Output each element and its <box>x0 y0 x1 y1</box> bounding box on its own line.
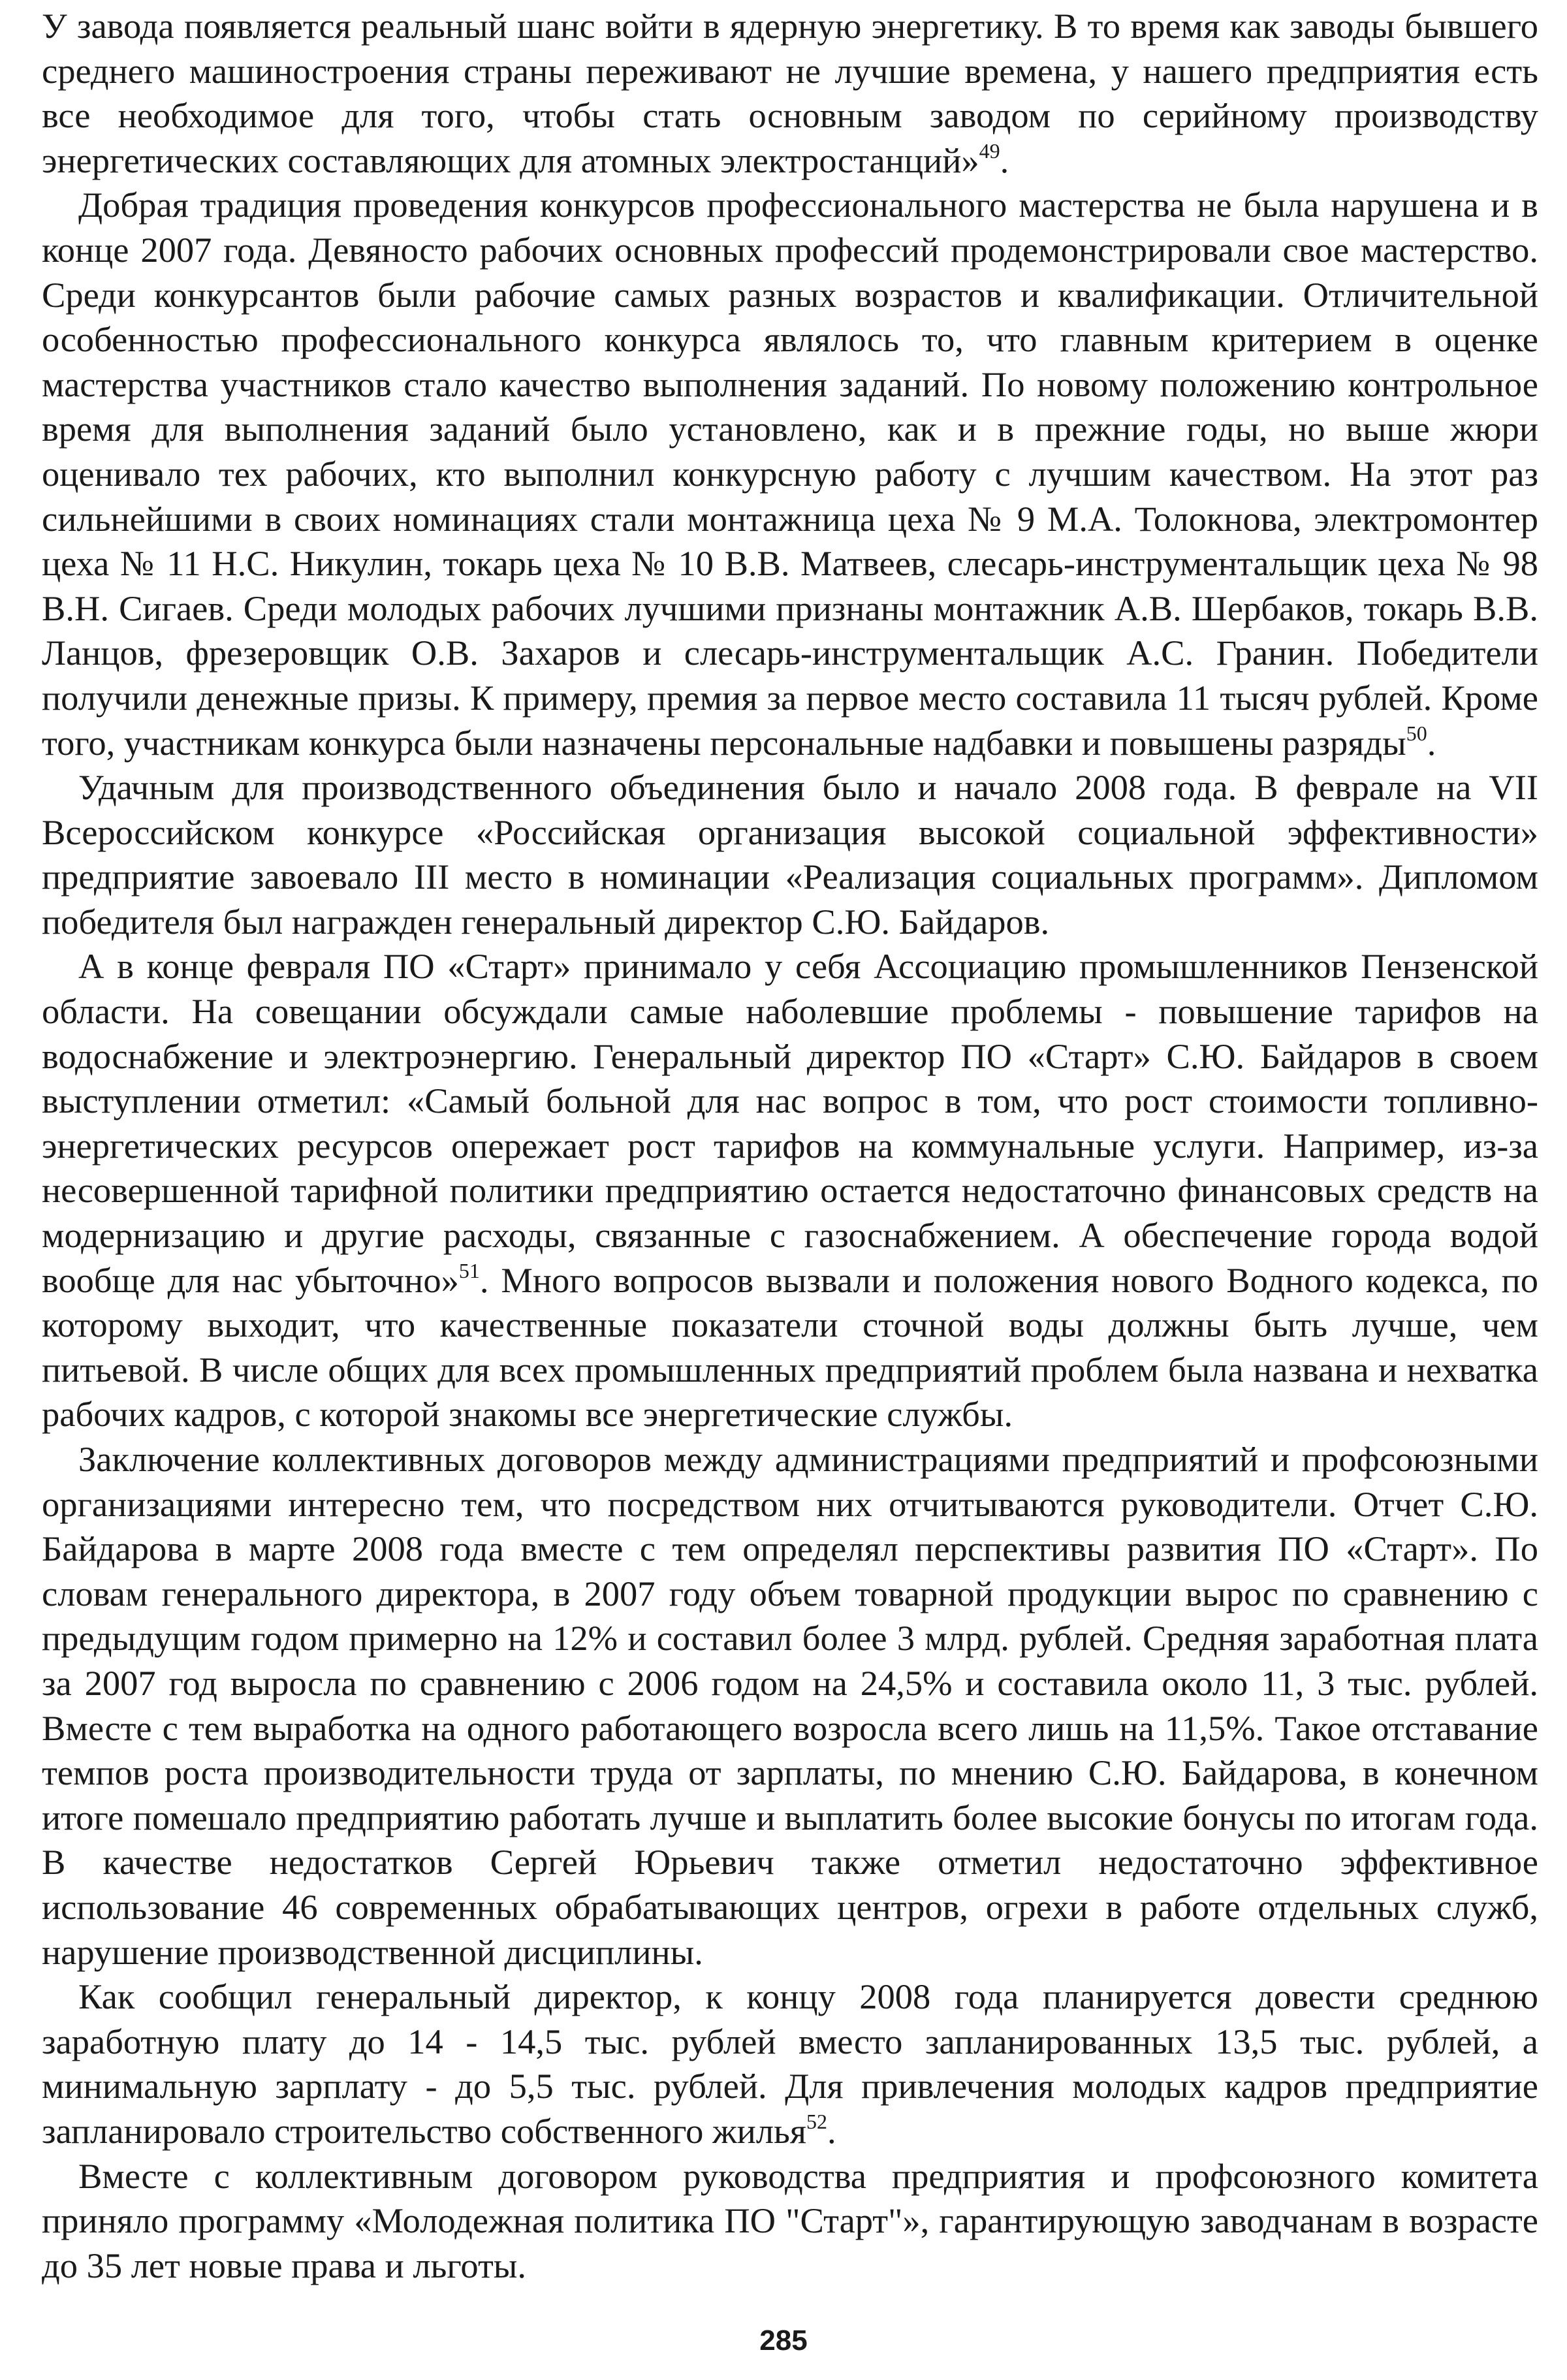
paragraph-text: Заключение коллективных договоров между администрациями предприятий и профсоюзными организациями интересно тем, что посредством них отчитываются руководители. Отчет С.Ю. Байдарова в марте 2008 года вместе с тем определял перспективы развития ПО «Старт». По словам генерального директора, в 2007 году объем товарной продукции вырос по сравнению с предыдущим годом примерно на 12% и составил более 3 млрд. рублей. Средняя заработная плата за 2007 год выросла по сравнению с 2006 годом на 24,5% и составила около 11, 3 тыс. рублей. Вместе с тем выработка на одного работающего возросла всего лишь на 11,5%. Такое отставание темпов роста производительности труда от зарплаты, по мнению С.Ю. Байдарова, в конечном итоге помешало предприятию работать лучше и выплатить более высокие бонусы по итогам года. В качестве недостатков Сергей Юрьевич также отметил недостаточно эффективное использование 46 современных обрабатывающих центров, огрехи в работе отдельных служб, нарушение производственной дисциплины. <box>42 1439 1538 1972</box>
paragraph-6 <box>42 1975 1538 2153</box>
paragraph-1 <box>42 4 1538 183</box>
paragraph-text: Вместе с коллективным договором руководства предприятия и профсоюзного комитета приняло программу «Молодежная политика ПО "Старт"», гарантирующую заводчанам в возрасте до 35 лет новые права и льготы. <box>42 2155 1538 2285</box>
paragraph-text: . <box>1000 140 1009 180</box>
paragraph-text: Добрая традиция проведения конкурсов профессионального мастерства не была нарушена и в конце 2007 года. Девяносто рабочих основных профессий продемонстрировали свое мастерство. Среди конкурсантов были рабочие самых разных возрастов и квалификации. Отличительной особенностью профессионального конкурса являлось то, что главным критерием в оценке мастерства участников стало качество выполнения заданий. По новому положению контрольное время для выполнения заданий было установлено, как и в прежние годы, но выше жюри оценивало тех рабочих, кто выполнил конкурсную работу с лучшим качеством. На этот раз сильнейшими в своих номинациях стали монтажница цеха № 9 М.А. Толокнова, электромонтер цеха № 11 Н.С. Никулин, токарь цеха № 10 В.В. Матвеев, слесарь-инструментальщик цеха № 98 В.Н. Сигаев. Среди молодых рабочих лучшими признаны монтажник А.В. Шербаков, токарь В.В. Ланцов, фрезеровщик О.В. Захаров и слесарь-инструментальщик А.С. Гранин. Победители получили денежные призы. К примеру, премия за первое место составила 11 тысяч рублей. Кроме того, участникам конкурса были назначены персональные надбавки и повышены разряды <box>42 185 1538 763</box>
paragraph-7 <box>42 2154 1538 2289</box>
paragraph-text: У завода появляется реальный шанс войти в ядерную энергетику. В то время как заводы бывшего среднего машиностроения страны переживают не лучшие времена, у нашего предприятия есть все необходимое для того, чтобы стать основным заводом по серийному производству энергетических составляющих для атомных электростанций» <box>42 6 1538 180</box>
paragraph-text: Удачным для производственного объединения было и начало 2008 года. В феврале на VII Всероссийском конкурсе «Российская организация высокой социальной эффективности» предприятие завоевало III место в номинации «Реализация социальных программ». Дипломом победителя был награжден генеральный директор С.Ю. Байдаров. <box>42 767 1538 942</box>
paragraph-2 <box>42 183 1538 765</box>
paragraph-text: А в конце февраля ПО «Старт» принимало у себя Ассоциацию промышленников Пензенской области. На совещании обсуждали самые наболевшие проблемы - повышение тарифов на водоснабжение и электроэнергию. Генеральный директор ПО «Старт» С.Ю. Байдаров в своем выступлении отметил: «Самый больной для нас вопрос в том, что рост стоимости топливно-энергетических ресурсов опережает рост тарифов на коммунальные услуги. Например, из-за несовершенной тарифной политики предприятию остается недостаточно финансовых средств на модернизацию и другие расходы, связанные с газоснабжением. А обеспечение города водой вообще для нас убыточно» <box>42 946 1538 1300</box>
page-body <box>42 4 1538 2288</box>
footnote-ref-52[interactable]: 52 <box>806 2109 827 2133</box>
paragraph-text: . <box>827 2110 836 2151</box>
paragraph-text: Как сообщил генеральный директор, к концу 2008 года планируется довести среднюю заработную плату до 14 - 14,5 тыс. рублей вместо запланированных 13,5 тыс. рублей, а минимальную зарплату - до 5,5 тыс. рублей. Для привлечения молодых кадров предприятие запланировало строительство собственного жилья <box>42 1976 1538 2151</box>
paragraph-text: . Много вопросов вызвали и положения нового Водного кодекса, по которому выходит, что качественные показатели сточной воды должны быть лучше, чем питьевой. В числе общих для всех промышленных предприятий проблем была названа и нехватка рабочих кадров, с которой знакомы все энергетические службы. <box>42 1260 1538 1435</box>
paragraph-text: . <box>1427 722 1436 763</box>
page-number: 285 <box>759 2324 808 2356</box>
footnote-ref-50[interactable]: 50 <box>1406 721 1427 745</box>
paragraph-3 <box>42 765 1538 944</box>
footnote-ref-49[interactable]: 49 <box>979 138 1000 163</box>
paragraph-4 <box>42 944 1538 1437</box>
footnote-ref-51[interactable]: 51 <box>458 1258 480 1282</box>
paragraph-5 <box>42 1437 1538 1975</box>
